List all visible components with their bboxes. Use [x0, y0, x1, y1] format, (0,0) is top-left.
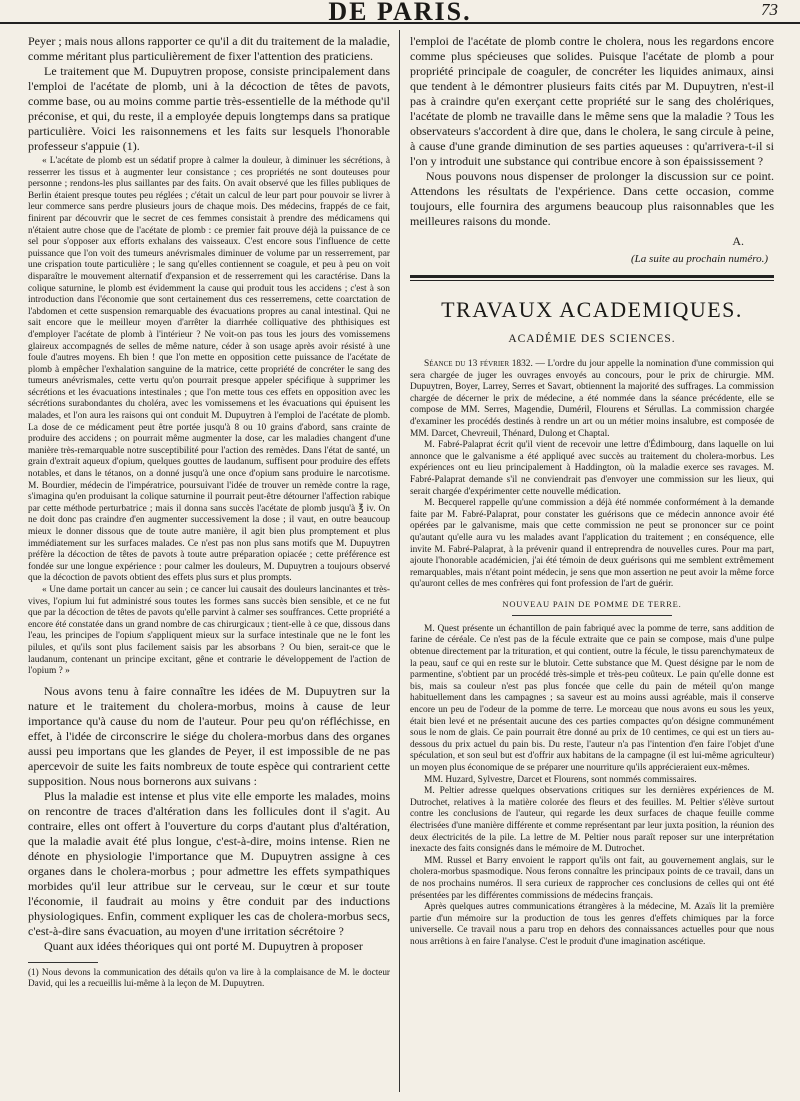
- subheading: NOUVEAU PAIN DE POMME DE TERRE.: [502, 598, 682, 609]
- continued-note: (La suite au prochain numéro.): [631, 253, 768, 265]
- report-paragraph: MM. Russel et Barry envoient le rapport qu'ils ont fait, au gouvernement anglais, sur le cholera-morbus spasmodique. Nous ferons connaître les principaux points de ce travail, dans un de nos prochains numéros. Il sera curieux de rapprocher ces conclusions de celles qui ont été présentées par les différentes commissions de médecins français.: [410, 855, 774, 901]
- quoted-paragraph: « L'acétate de plomb est un sédatif propre à calmer la douleur, à diminuer les sécrétions, à resserrer les tissus et à augmenter leur consistance ; ces propriétés ne sont douteuses pour personne ; rendons-les plus saillantes par des faits. On avait observé que les filles publiques de Berlin étaient presque toutes peu réglées ; c'était un calcul de leur part pour pouvoir se livrer à leur commerce sans perdre plusieurs jours de chaque mois. Des médecins, frappés de ce fait, finirent par découvrir que le secret de ces femmes consistait à prendre des médicamens qui n'étaient autre chose que de l'acétate de plomb : ce premier fait prouve déjà la puissance de ce sel pour s'opposer aux efforts exhalans des vaisseaux. C'est encore sous l'influence de cette puissance que l'on voit des tumeurs anévrismales diminuer de volume par un resserrement, par une crispation toute particulière ; le sang qu'elles contiennent se coagule, et peu à peu on voit disparaître le mouvement alternatif d'expansion et de resserrement qui les caractérise. Dans la colique saturnine, le plomb est évidemment la cause qui produit tous les accidens ; c'est à son introduction dans l'économie que sont certainement dus ces resserremens, cette coarctation de l'abdomen et cette suspension remarquable des évacuations propres au canal intestinal. Qui ne sait encore que le meilleur moyen d'arrêter la diarrhée colliquative des phthisiques est d'employer l'acétate de plomb à l'intérieur ? Ne voit-on pas tous les jours des vomissemens glaireux accompagnés de selles de même nature, céder à son usage après avoir résisté à une foule d'autres moyens. Eh bien ! que l'on mette en opposition cette puissance de l'acétate de plomb à empêcher l'exhalation sanguine de la matrice, cette propriété de concréter le sang des tumeurs anévrismales, cette vertu qu'on pourrait presque appeler spécifique à supprimer les sécrétions et les évacuations intestinales ; que l'on mette tous ces effets en opposition avec les sécrétions surabondantes du choléra, avec les vomissemens et les évacuations qui épuisent les malades, et l'on aura les raisons qui ont conduit M. Dupuytren à l'emploi de l'acétate de plomb. La dose de ce médicament peut être portée jusqu'à 8 ou 10 grains d'abord, sans crainte de produire des accidens ; on pourrait même augmenter la dose, car les maladies changent d'une manière très-remarquable notre susceptibilité pour l'action des remèdes. Dans l'état de santé, un grain d'extrait aqueux d'opium, quelques gouttes de laudanum, suffisent pour produire des effets notables, et dans le tétanos, on a donné jusqu'à une once d'opium sans produire le narcotisme. M. Bourdier, médecin de l'impératrice, poursuivant l'idée de trouver un remède contre la rage, s'imagina qu'en produisant la colique saturnine il pourrait peut-être détourner l'affection rabique par cette méthode perturbatrice ; mais il donna sans succès l'acétate de plomb jusqu'à ℥ iv. On ne doit donc pas craindre d'en augmenter successivement la dose ; il vaut, en outre beaucoup mieux le donner dissous que de toute autre manière, il agit bien plus promptement et plus immédiatement sur les surfaces malades. Ce n'est pas non plus sans motifs que M. Dupuytren préfère la décoction de têtes de pavots à toute autre préparation opiacée ; cette préférence est fondée sur une longue expérience : pour calmer les douleurs, M. Dupuytren a toujours observé que la décoction de pavots obtient des effets plus surs et plus prompts.: [28, 156, 390, 584]
- column-divider: [399, 30, 400, 1092]
- seance-text: — L'ordre du jour appelle la nomination d'une commission qui sera chargée de juger les ouvrages envoyés au concours, pour le prix de chirurgie. MM. Dupuytren, Boyer, Larrey, Serres et Savart, obtiennent la majorité des suffrages. La commission chargée de décerner le prix de médecine, a été nommée dans la séance précédente, elle se compose de MM. Serres, Magendie, Duméril, Flourens et Sérullas. La commission chargée d'examiner les procédés destinés à rendre un art ou un métier moins insalubre, est composée de MM. Darcet, Chevreuil, Thénard, Dulong et Chaptal.: [410, 359, 774, 439]
- article-paragraph: l'emploi de l'acétate de plomb contre le cholera, nous les regardons encore comme plus spécieuses que solides. Puisque l'acétate de plomb a pour propriété principale de coaguler, de concréter les liquides animaux, ainsi que tendent à le démontrer plusieurs faits cités par M. Dupuytren, n'est-il pas à craindre qu'en exerçant cette propriété sur le sang des cholériques, l'acétate de plomb ne travaille dans le même sens que la maladie ? Tous les observateurs s'accordent à dire que, dans le cholera, le sang circule à peine, à cause d'une grande diminution de ses parties aqueuses : qu'arrivera-t-il si l'on y introduit une substance qui contribue encore à son épaississement ?: [410, 34, 774, 168]
- report-paragraph: M. Becquerel rappelle qu'une commission a déjà été nommée conformément à la demande faite par M. Fabré-Palaprat, pour constater les guérisons que ce médecin annonce avoir été opérées par le galvanisme, mais que cette commission ne peut se prononcer sur ce point qu'autant qu'elle aura vu les malades avant l'application du traitement ; en conséquence, elle invite M. Fabré-Palaprat, à la prévenir quand il entreprendra de nouvelles cures. Pour ma part, ajoute l'honorable académicien, j'ai été témoin de deux guérisons qui me semblent extrêmement remarquables, mais n'étant point médecin, je sens que mon assertion ne peut avoir la même force qu'auront celles de mes confrères qui font profession de l'art de guérir.: [410, 498, 774, 590]
- report-paragraph: M. Quest présente un échantillon de pain fabriqué avec la pomme de terre, sans addition de farine de céréale. Ce n'est pas de la fécule extraite que ce pain se compose, mais d'une pulpe obtenue directement par la trituration, et qui contient, outre la fécule, le tissu parenchymateux de la peau, sauf ce qui en reste sur le blutoir. Cette substance que M. Quest désigne par le nom de parmentine, s'obtient par un procédé très-simple et très-peu coûteux. Le pain qu'elle donne est bis, mais sa couleur n'est pas plus foncée que celle du pain de méteil qu'on mange habituellement dans les campagnes ; sa saveur est au moins aussi agréable, mais il conserve encore un peu de l'odeur de la pomme de terre. Le morceau que nous avons eu sous les yeux, était bien levé et ne présentait aucune des ces parties compactes qu'on désigne communément sous le nom de glais. Ce pain pourrait être donné au prix de 10 centimes, ce qui est un tiers au-dessous du prix actuel du pain bis. Du reste, l'auteur n'a pas l'intention d'en faire l'objet d'une spéculation, et son seul but est d'offrir aux habitans de la campagne (il est lui-même agriculteur) un moyen plus économique de se préparer une nourriture qu'ils apprécieraient eux-mêmes.: [410, 623, 774, 773]
- right-column: [410, 34, 774, 1092]
- report-paragraph: MM. Huzard, Sylvestre, Darcet et Flourens, sont nommés commissaires.: [424, 774, 697, 785]
- left-column: [28, 34, 390, 1092]
- article-paragraph: Quant aux idées théoriques qui ont porté M. Dupuytren à proposer: [44, 938, 363, 953]
- article-paragraph: Plus la maladie est intense et plus vite elle emporte les malades, moins on rencontre de traces d'altération dans les follicules dont il s'agit. Au contraire, elles ont offert à l'ouverture du corps d'autant plus d'altération, que la maladie avait été plus longue, c'est-à-dire, moins intense. Rien ne dénote en physiologie l'importance que M. Dupuytren assigne à ces organes dans le cholera-morbus ; pour admettre les effets sympathiques morbides qu'il leur attribue sur le cerveau, sur le cœur et sur toute l'économie, il faudrait au moins y être conduit par des inductions physiologiques. Enfin, comment expliquer les cas de cholera-morbus secs, c'est-à-dire sans évacuation, au moyen d'une irritation sécrétoire ?: [28, 788, 390, 938]
- report-paragraph: M. Fabré-Palaprat écrit qu'il vient de recevoir une lettre d'Édimbourg, dans laquelle on lui annonce que le galvanisme a été appliqué avec succès au traitement du cholera-morbus. Les expériences ont eu lieu principalement à Haddington, où la maladie exerce ses ravages. M. Fabré-Palaprat demande s'il ne conviendrait pas d'envoyer une commission sur les lieux, qui serait chargée d'expérimenter cette nouvelle médication.: [410, 440, 774, 497]
- quoted-paragraph: « Une dame portait un cancer au sein ; ce cancer lui causait des douleurs lancinantes et très-vives, l'opium lui fut administré sous toutes les formes sans succès bien sensible, et ce ne fut que par la décoction de têtes de pavots qu'elle parvint à calmer ses souffrances. Cette propriété a encore été constatée dans un grand nombre de cas chirurgicaux ; tient-elle à ce que, dissous dans l'eau, les principes de l'opium s'appliquent mieux sur la surface intestinale que ne le font les pilules, et qu'ils sont plus facilement saisis par les absorbans ? Ou bien, serait-ce que le laudanum, contenant un principe excitant, gêne et contrarie le développement de l'action de l'opium ? »: [28, 584, 390, 677]
- report-paragraph: Après quelques autres communications étrangères à la médecine, M. Azaïs lit la première partie d'un mémoire sur la production de tous les genres d'effets chimiques par la force universelle. Ce travail nous a paru trop en dehors des connaissances actuelles pour que nous nous arrêtions à en faire l'analyse. C'est le produit d'une imagination ascétique.: [410, 902, 774, 947]
- page-header: [0, 0, 800, 24]
- section-rule: [410, 280, 774, 281]
- article-paragraph: Nous avons tenu à faire connaître les idées de M. Dupuytren sur la nature et le traitement du cholera-morbus, moins à cause de leur importance qu'à cause du nom de l'auteur. Pour peu qu'on réfléchisse, en effet, à l'idée de circonscrire le siége du cholera-morbus dans des organes aussi peu importans que les glandes de Peyer, il est impossible de ne pas apercevoir de suite les faits nombreux de toute espèce qui contrarient cette supposition. Nous nous bornerons aux suivans :: [28, 683, 390, 788]
- article-paragraph: Le traitement que M. Dupuytren propose, consiste principalement dans l'emploi de l'acétate de plomb, uni à la décoction de têtes de pavots, comme base, ou au moins comme partie très-essentielle de la méthode qu'il préconise, et qui, du reste, il a employée depuis longtemps dans sa pratique particulière. Voici les raisonnemens et les faits sur lesquels l'honorable professeur s'appuie (1).: [28, 64, 390, 153]
- seance-paragraph: [410, 359, 774, 440]
- subsection-title: ACADÉMIE DES SCIENCES.: [508, 333, 676, 345]
- page-number: 73: [761, 0, 778, 19]
- article-paragraph: Nous pouvons nous dispenser de prolonger la discussion sur ce point. Attendons les résultats de l'expérience. Dans cette occasion, comme toujours, elle fournira des argumens beaucoup plus raisonnables que les meilleures raisons du monde.: [410, 169, 774, 228]
- footnote: (1) Nous devons la communication des détails qu'on va lire à la complaisance de M. le docteur David, qui les a recueillis lui-même à la leçon de M. Dupuytren.: [28, 966, 390, 988]
- seance-date: Séance du 13 février 1832.: [424, 359, 533, 369]
- report-paragraph: M. Peltier adresse quelques observations critiques sur les dernières expériences de M. Dutrochet, relatives à la matière colorée des fleurs et des feuilles. M. Peltier s'élève surtout contre les conclusions de l'auteur, qui regarde les deux surfaces de chaque feuille comme électrisées d'une manière différente et comme représentant par leur juxta position, la réunion des deux électricités de la pile. La lettre de M. Peltier nous paraît reposer sur une interprétation inexacte des faits consignés dans le mémoire de M. Dutrochet.: [410, 786, 774, 855]
- section-rule: [410, 275, 774, 278]
- author-signature: A.: [732, 234, 744, 248]
- masthead: DE PARIS.: [328, 0, 472, 26]
- footnote-rule: [28, 962, 98, 963]
- section-title: TRAVAUX ACADEMIQUES.: [441, 297, 743, 322]
- subheading-rule: [512, 615, 672, 616]
- article-paragraph: Peyer ; mais nous allons rapporter ce qu'il a dit du traitement de la maladie, comme méritant plus particulièrement de fixer l'attention des praticiens.: [28, 34, 390, 63]
